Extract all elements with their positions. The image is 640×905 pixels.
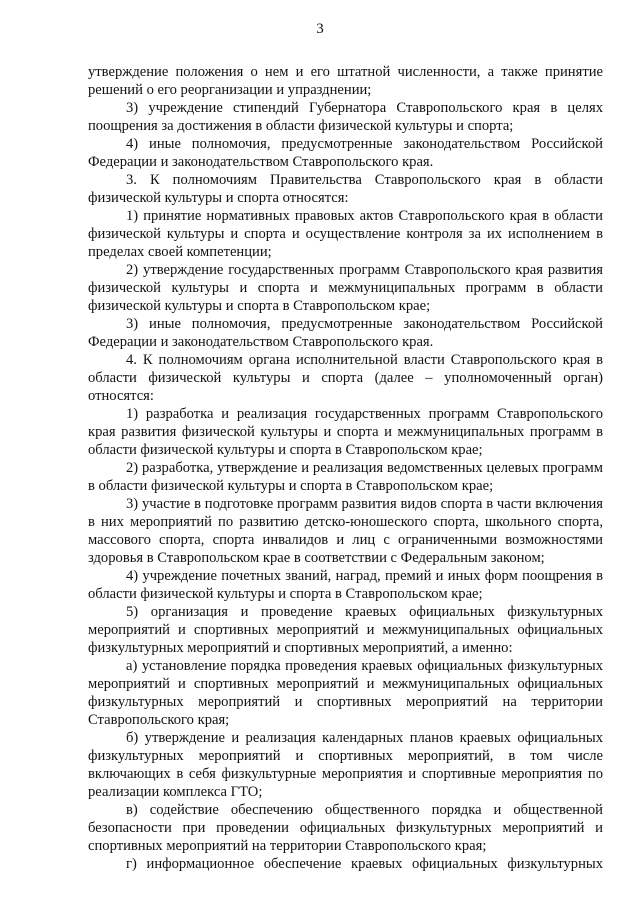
paragraph: 3) участие в подготовке программ развития видов спорта в части включения в них мероприятий по развитию детско-юношеского спорта, школьного спорта, массового спорта, спорта инвалидов и лиц с ограниченными возможностями здоровья в Ставропольском крае в соответствии с Федеральным законом; <box>88 496 603 566</box>
paragraph: 4) учреждение почетных званий, наград, премий и иных форм поощрения в области физической культуры и спорта в Ставропольском крае; <box>88 568 603 602</box>
paragraph: 1) принятие нормативных правовых актов Ставропольского края в области физической культуры и спорта и осуществление контроля за их исполнением в пределах своей компетенции; <box>88 208 603 260</box>
paragraph: 3) иные полномочия, предусмотренные законодательством Российской Федерации и законодательством Ставропольского края. <box>88 316 603 350</box>
paragraph: 4. К полномочиям органа исполнительной власти Ставропольского края в области физической культуры и спорта (далее – уполномоченный орган) относятся: <box>88 352 603 404</box>
paragraph: а) установление порядка проведения краевых официальных физкультурных мероприятий и спортивных мероприятий и межмуниципальных официальных физкультурных мероприятий и спортивных мероприятий на территории Ставропольского края; <box>88 658 603 728</box>
paragraph-continuation: утверждение положения о нем и его штатной численности, а также принятие решений о его реорганизации и упразднении; <box>88 64 603 98</box>
document-body <box>88 63 603 873</box>
paragraph: в) содействие обеспечению общественного порядка и общественной безопасности при проведении официальных физкультурных мероприятий и спортивных мероприятий на территории Ставропольского края; <box>88 802 603 854</box>
paragraph: 3. К полномочиям Правительства Ставропольского края в области физической культуры и спорта относятся: <box>88 172 603 206</box>
paragraph: 1) разработка и реализация государственных программ Ставропольского края развития физической культуры и спорта и межмуниципальных программ в области физической культуры и спорта в Ставропольском крае; <box>88 406 603 458</box>
paragraph: 2) разработка, утверждение и реализация ведомственных целевых программ в области физической культуры и спорта в Ставропольском крае; <box>88 460 603 494</box>
paragraph: 3) учреждение стипендий Губернатора Ставропольского края в целях поощрения за достижения в области физической культуры и спорта; <box>88 100 603 134</box>
paragraph: б) утверждение и реализация календарных планов краевых официальных физкультурных мероприятий и спортивных мероприятий, в том числе включающих в себя физкультурные мероприятия и спортивные мероприятия по реализации комплекса ГТО; <box>88 730 603 800</box>
paragraph: 2) утверждение государственных программ Ставропольского края развития физической культуры и спорта и межмуниципальных программ в области физической культуры и спорта в Ставропольском крае; <box>88 262 603 314</box>
paragraph: 5) организация и проведение краевых официальных физкультурных мероприятий и спортивных мероприятий и межмуниципальных официальных физкультурных мероприятий и спортивных мероприятий, а именно: <box>88 604 603 656</box>
paragraph: 4) иные полномочия, предусмотренные законодательством Российской Федерации и законодательством Ставропольского края. <box>88 136 603 170</box>
paragraph-cut-off: г) информационное обеспечение краевых официальных физкультурных <box>126 856 603 872</box>
page-number: 3 <box>316 21 324 37</box>
